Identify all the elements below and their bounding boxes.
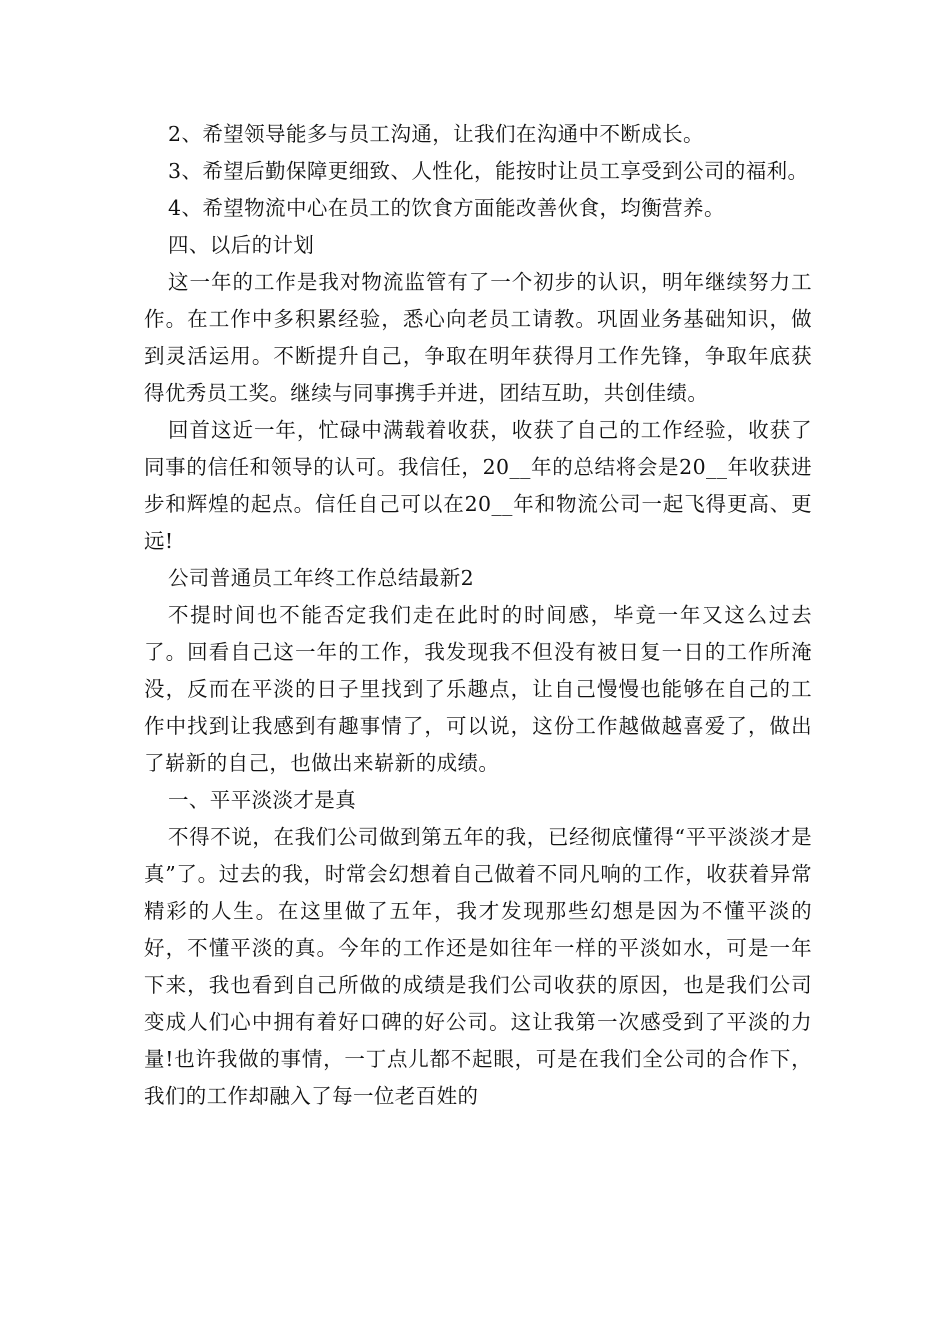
section-heading-future-plan: 四、以后的计划 [168, 233, 315, 257]
section-heading-plain: 一、平平淡淡才是真 [168, 788, 357, 812]
paragraph-intro: 不提时间也不能否定我们走在此时的时间感，毕竟一年又这么过去了。回看自己这一年的工作，我发现我不但没有被日复一日的工作所淹没，反而在平淡的日子里找到了乐趣点，让自己慢慢也能够在自己的工作中找到让我感到有趣事情了，可以说，这份工作越做越喜爱了，做出了崭新的自己，也做出来崭新的成绩。 [144, 603, 812, 775]
suggestion-item-4: 4、希望物流中心在员工的饮食方面能改善伙食，均衡营养。 [168, 196, 725, 220]
article-title-2: 公司普通员工年终工作总结最新2 [168, 566, 475, 590]
paragraph-plain: 不得不说，在我们公司做到第五年的我，已经彻底懂得“平平淡淡才是真”了。过去的我，时常会幻想着自己做着不同凡响的工作，收获着异常精彩的人生。在这里做了五年，我才发现那些幻想是因为不懂平淡的好，不懂平淡的真。今年的工作还是如往年一样的平淡如水，可是一年下来，我也看到自己所做的成绩是我们公司收获的原因，也是我们公司变成人们心中拥有着好口碑的好公司。这让我第一次感受到了平淡的力量!也许我做的事情，一丁点儿都不起眼，可是在我们全公司的合作下，我们的工作却融入了每一位老百姓的 [144, 825, 812, 1108]
paragraph-future-plan: 这一年的工作是我对物流监管有了一个初步的认识，明年继续努力工作。在工作中多积累经验，悉心向老员工请教。巩固业务基础知识，做到灵活运用。不断提升自己，争取在明年获得月工作先锋，争取年底获得优秀员工奖。继续与同事携手并进，团结互助，共创佳绩。 [144, 270, 812, 405]
suggestion-item-2: 2、希望领导能多与员工沟通，让我们在沟通中不断成长。 [168, 122, 704, 146]
document-body [144, 116, 812, 1115]
paragraph-review: 回首这近一年，忙碌中满载着收获，收获了自己的工作经验，收获了同事的信任和领导的认可。我信任，20__年的总结将会是20__年收获进步和辉煌的起点。信任自己可以在20__年和物流公司一起飞得更高、更远! [144, 418, 812, 553]
suggestion-item-3: 3、希望后勤保障更细致、人性化，能按时让员工享受到公司的福利。 [168, 159, 809, 183]
